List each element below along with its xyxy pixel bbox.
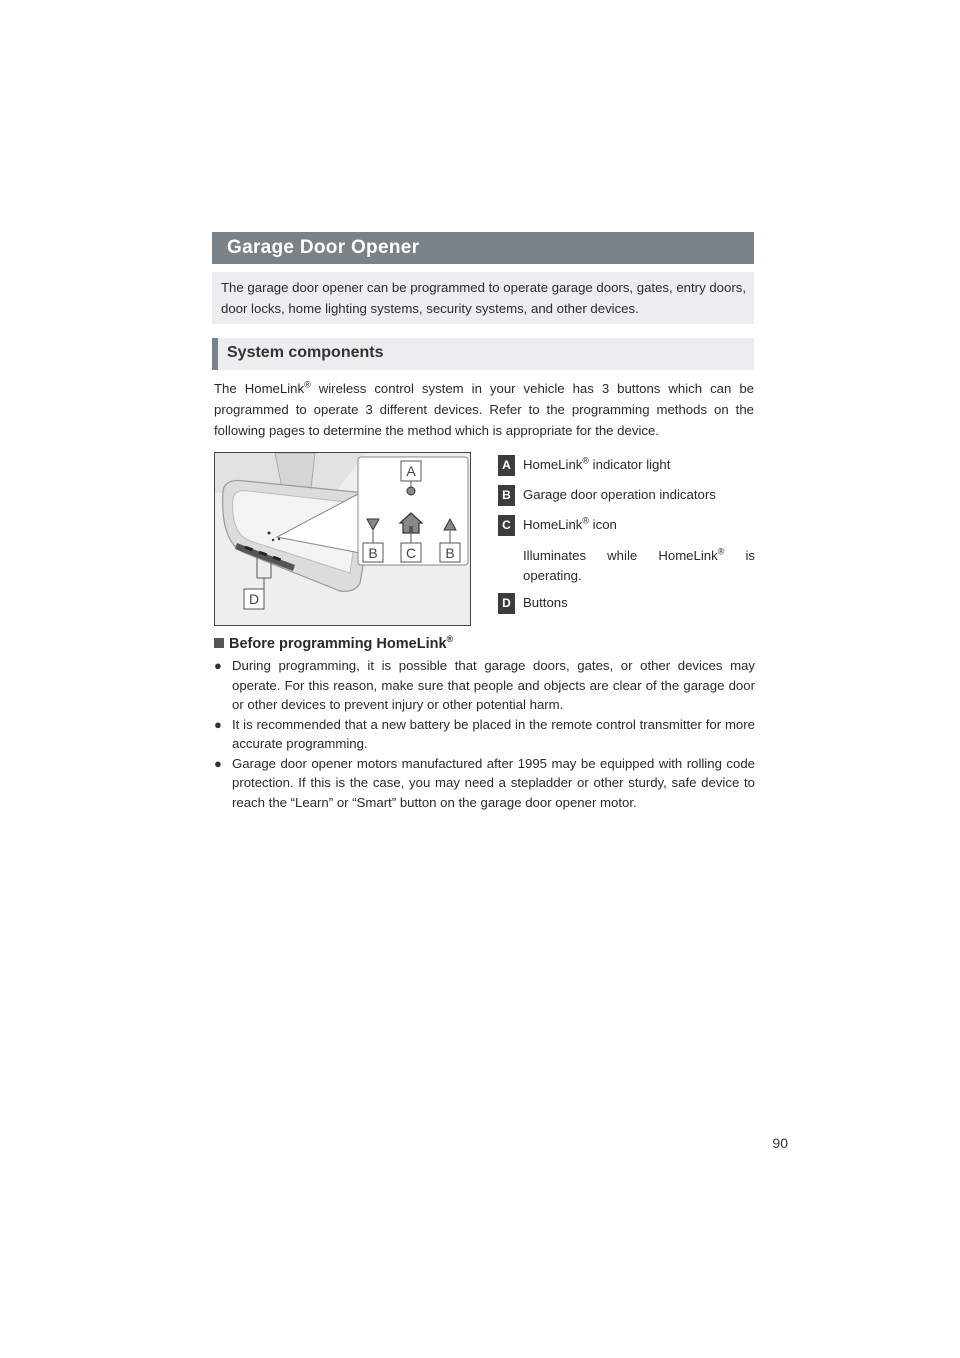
legend-text: Buttons bbox=[523, 595, 568, 610]
list-item-text: It is recommended that a new battery be placed in the remote control transmitter for more accurate programming. bbox=[232, 716, 755, 751]
mirror-indicator-dot bbox=[272, 539, 274, 541]
registered-mark: ® bbox=[304, 379, 311, 390]
mirror-indicator-dot bbox=[278, 538, 280, 540]
callout-c-label: C bbox=[405, 545, 417, 561]
registered-mark: ® bbox=[717, 546, 725, 557]
legend-label-d bbox=[523, 591, 568, 615]
list-item-text: Garage door opener motors manufactured after 1995 may be equipped with rolling code protection. If this is the case, you may need a stepladder or other sturdy, safe device to reach the “Learn” or “Smart” button on the garage door opener motor. bbox=[232, 755, 755, 810]
legend-badge-c: C bbox=[498, 515, 515, 536]
list-item bbox=[214, 715, 755, 754]
legend-c-note bbox=[523, 546, 755, 586]
legend-badge-d: D bbox=[498, 593, 515, 614]
subhead-text: Before programming HomeLink bbox=[229, 636, 447, 652]
callout-b-right-label: B bbox=[445, 545, 455, 561]
note-text-end: is operating. bbox=[523, 548, 755, 583]
before-programming-list bbox=[214, 656, 755, 812]
system-components-paragraph bbox=[214, 378, 754, 441]
registered-mark: ® bbox=[446, 634, 454, 645]
legend-item-b bbox=[498, 483, 758, 513]
legend-text-post: indicator light bbox=[589, 457, 671, 472]
callout-a-label: A bbox=[406, 463, 416, 479]
homelink-mirror-illustration bbox=[214, 452, 471, 626]
registered-mark: ® bbox=[582, 455, 590, 466]
registered-mark: ® bbox=[582, 515, 590, 526]
house-door bbox=[409, 526, 413, 533]
list-item bbox=[214, 656, 755, 715]
section-heading: System components bbox=[212, 338, 754, 370]
callout-b-left-label: B bbox=[368, 545, 378, 561]
square-bullet-icon bbox=[214, 638, 224, 648]
mirror-indicator-dot bbox=[268, 532, 271, 535]
legend-badge-a: A bbox=[498, 455, 515, 476]
legend-text-post: icon bbox=[589, 517, 617, 532]
list-item bbox=[214, 754, 755, 813]
before-programming-heading bbox=[214, 636, 453, 652]
legend-item-a bbox=[498, 453, 758, 483]
legend-item-c bbox=[498, 513, 758, 543]
page-number: 90 bbox=[772, 1135, 788, 1151]
callout-d-label: D bbox=[248, 591, 260, 607]
legend-text: HomeLink bbox=[523, 517, 583, 532]
page-title: Garage Door Opener bbox=[212, 232, 754, 264]
bullet-dot-icon: ● bbox=[214, 716, 222, 732]
paragraph-text-start: The HomeLink bbox=[214, 381, 305, 396]
legend-text: Garage door operation indicators bbox=[523, 487, 716, 502]
legend-label-c bbox=[523, 513, 617, 537]
list-item-text: During programming, it is possible that garage doors, gates, or other devices may operate. For this reason, make sure that people and objects are clear of the garage door or other devices to prevent injury or other potential harm. bbox=[232, 658, 755, 712]
legend-badge-b: B bbox=[498, 485, 515, 506]
legend-label-a bbox=[523, 453, 670, 477]
intro-box: The garage door opener can be programmed to operate garage doors, gates, entry doors, door locks, home lighting systems, security systems, and other devices. bbox=[212, 272, 754, 324]
legend-label-b bbox=[523, 483, 716, 507]
indicator-light-icon bbox=[407, 487, 415, 495]
legend-text: HomeLink bbox=[523, 457, 583, 472]
bullet-dot-icon: ● bbox=[214, 658, 222, 673]
note-text-start: Illuminates while HomeLink bbox=[523, 548, 718, 563]
bullet-dot-icon: ● bbox=[214, 755, 222, 771]
component-legend bbox=[498, 453, 758, 621]
mirror-illustration-svg bbox=[215, 453, 470, 625]
legend-item-d bbox=[498, 591, 758, 621]
paragraph-text-end: wireless control system in your vehicle has 3 buttons which can be programmed to operate 3 different devices. Refer to the programming methods on the following pages to determine the method which is appropriate for the device. bbox=[214, 381, 754, 438]
